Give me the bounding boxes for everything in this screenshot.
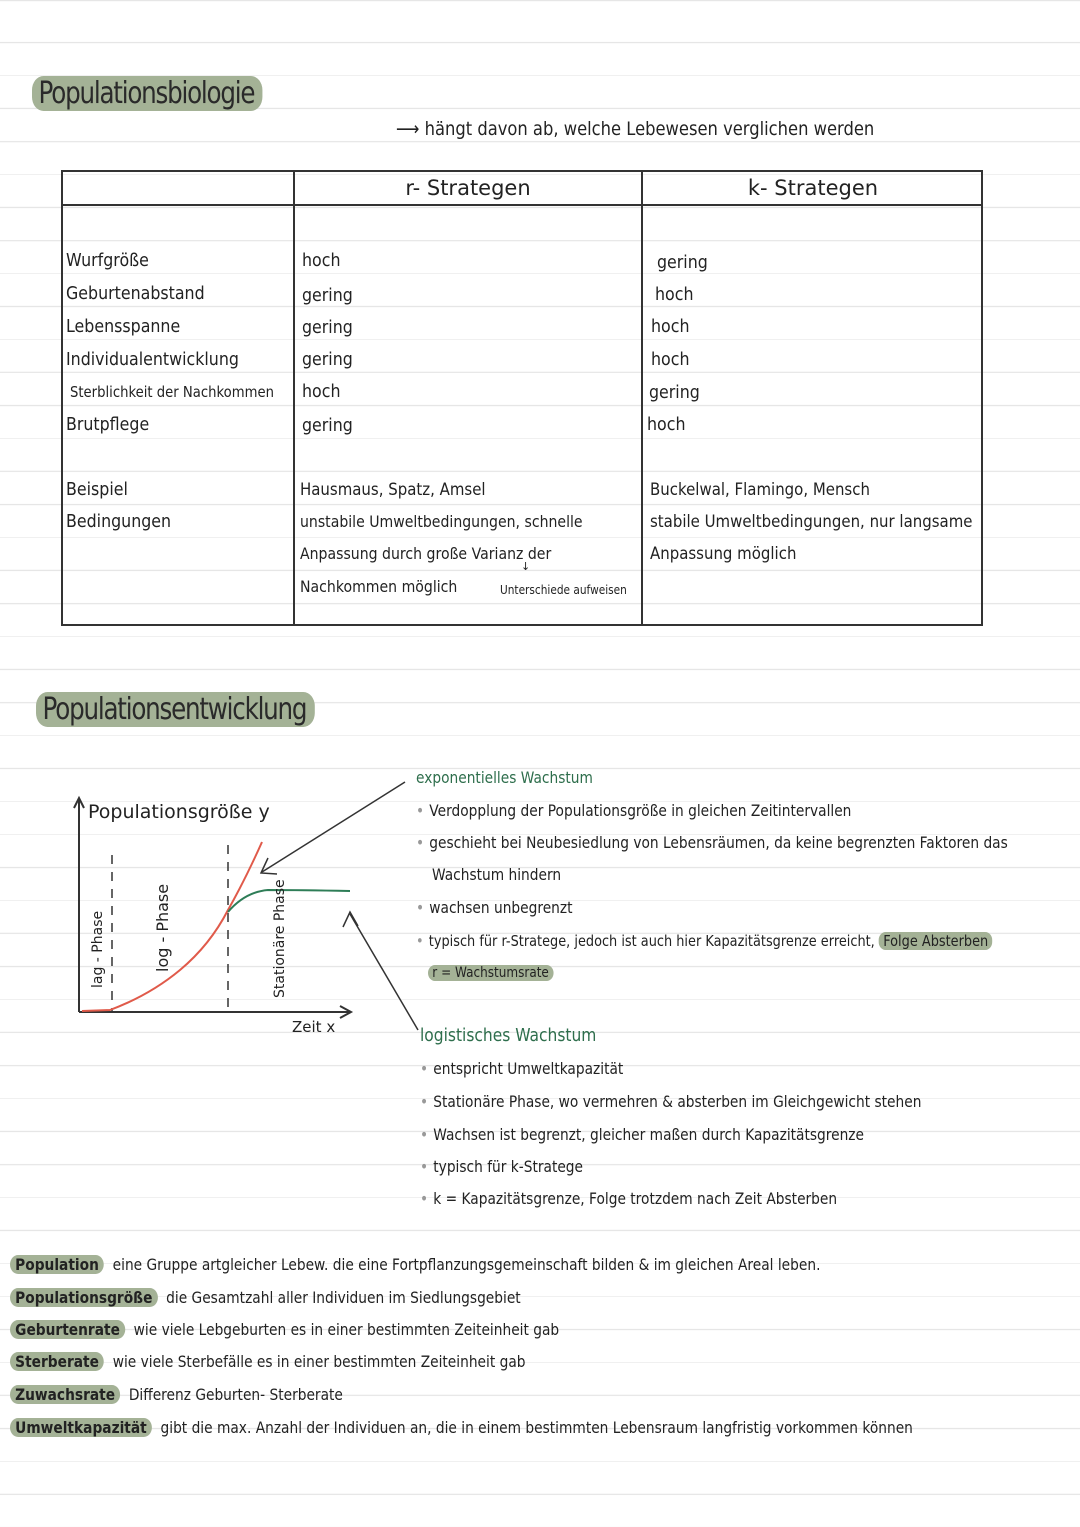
logistic-bullet: • Stationäre Phase, wo vermehren & absterben im Gleichgewicht stehen [420, 1092, 922, 1111]
growth-rate-note: r = Wachstumsrate [428, 962, 553, 984]
phase-label-lag: lag - Phase [90, 910, 106, 988]
r-value: gering [302, 415, 353, 436]
table-col-divider-1 [293, 170, 295, 626]
k-value: hoch [655, 284, 694, 305]
r-value: hoch [302, 250, 341, 271]
k-value: hoch [651, 349, 690, 370]
r-value: gering [302, 317, 353, 338]
comparison-note: ⟶ hängt davon ab, welche Lebewesen verglichen werden [396, 118, 875, 140]
k-example: Buckelwal, Flamingo, Mensch [650, 480, 870, 500]
row-label-conditions: Bedingungen [66, 511, 172, 532]
k-value: gering [649, 382, 700, 403]
row-label: Lebensspanne [66, 316, 181, 337]
exponential-bullet: • typisch für r-Stratege, jedoch ist auch hier Kapazitätsgrenze erreicht, Folge Absterben [416, 930, 993, 952]
r-conditions-line: unstabile Umweltbedingungen, schnelle [300, 512, 583, 531]
r-value: gering [302, 349, 353, 370]
logistic-curve [228, 890, 350, 912]
exponential-bullet-continued: Wachstum hindern [432, 865, 562, 884]
logistic-bullet: • k = Kapazitätsgrenze, Folge trotzdem nach Zeit Absterben [420, 1189, 838, 1208]
exponential-heading: exponentielles Wachstum [416, 768, 593, 787]
row-label: Wurfgröße [66, 250, 149, 271]
r-conditions-line: Anpassung durch große Varianz der [300, 544, 552, 563]
table-header-divider [61, 204, 983, 206]
x-axis-label: Zeit x [292, 1018, 336, 1036]
k-value: hoch [647, 414, 686, 435]
row-label: Individualentwicklung [66, 349, 239, 370]
phase-label-log: log - Phase [153, 883, 172, 972]
definition-zuwachsrate: Zuwachsrate Differenz Geburten- Sterberate [10, 1383, 343, 1407]
definition-geburtenrate: Geburtenrate wie viele Lebgeburten es in einer bestimmten Zeiteinheit gab [10, 1318, 559, 1342]
row-label: Geburtenabstand [66, 283, 205, 304]
exponential-curve [82, 842, 262, 1011]
logistic-bullet: • entspricht Umweltkapazität [420, 1059, 624, 1078]
exponential-bullet: • wachsen unbegrenzt [416, 898, 573, 917]
r-value: hoch [302, 381, 341, 402]
definition-population: Population eine Gruppe artgleicher Lebew. die eine Fortpflanzungsgemeinschaft bilden & im gleichen Areal leben. [10, 1253, 820, 1277]
definition-populationsgroesse: Populationsgröße die Gesamtzahl aller Individuen im Siedlungsgebiet [10, 1286, 521, 1310]
right-arrow-icon: ⟶ [396, 118, 420, 140]
arrow-to-logistic [350, 914, 418, 1030]
r-conditions-note: Unterschiede aufweisen [500, 583, 627, 597]
population-growth-diagram [0, 780, 430, 1040]
phase-label-stationary: Stationäre Phase [272, 879, 288, 998]
y-axis-label: Populationsgröße y [88, 801, 270, 823]
logistic-bullet: • typisch für k-Stratege [420, 1157, 584, 1176]
definition-sterberate: Sterberate wie viele Sterbefälle es in einer bestimmten Zeiteinheit gab [10, 1350, 526, 1374]
exponential-bullet: • Verdopplung der Populationsgröße in gleichen Zeitintervallen [416, 801, 852, 820]
k-conditions-line: stabile Umweltbedingungen, nur langsame [650, 512, 973, 532]
section-title-populationsentwicklung: Populationsentwicklung [36, 690, 314, 730]
k-value: gering [657, 252, 708, 273]
r-conditions-line: Nachkommen möglich [300, 577, 458, 596]
header-k-strategen: k- Strategen [747, 176, 879, 200]
table-col-divider-2 [641, 170, 643, 626]
logistic-heading: logistisches Wachstum [420, 1025, 597, 1046]
definition-umweltkapazitaet: Umweltkapazität gibt die max. Anzahl der Individuen an, die in einem bestimmten Lebensraum langfristig vorkommen können [10, 1416, 913, 1440]
row-label-example: Beispiel [66, 479, 128, 500]
header-r-strategen: r- Strategen [405, 176, 531, 200]
r-value: gering [302, 285, 353, 306]
k-value: hoch [651, 316, 690, 337]
r-example: Hausmaus, Spatz, Amsel [300, 480, 486, 500]
arrow-to-exponential [262, 782, 405, 872]
highlight-folge-absterben: Folge Absterben [879, 932, 993, 950]
row-label: Brutpflege [66, 414, 150, 435]
exponential-bullet: • geschieht bei Neubesiedlung von Lebensräumen, da keine begrenzten Faktoren das [416, 833, 1008, 852]
k-conditions-line: Anpassung möglich [650, 544, 797, 564]
row-label: Sterblichkeit der Nachkommen [70, 383, 274, 401]
logistic-bullet: • Wachsen ist begrenzt, gleicher maßen durch Kapazitätsgrenze [420, 1125, 865, 1144]
section-title-populationsbiologie: Populationsbiologie [32, 74, 262, 114]
down-arrow-icon: ↓ [521, 560, 531, 573]
